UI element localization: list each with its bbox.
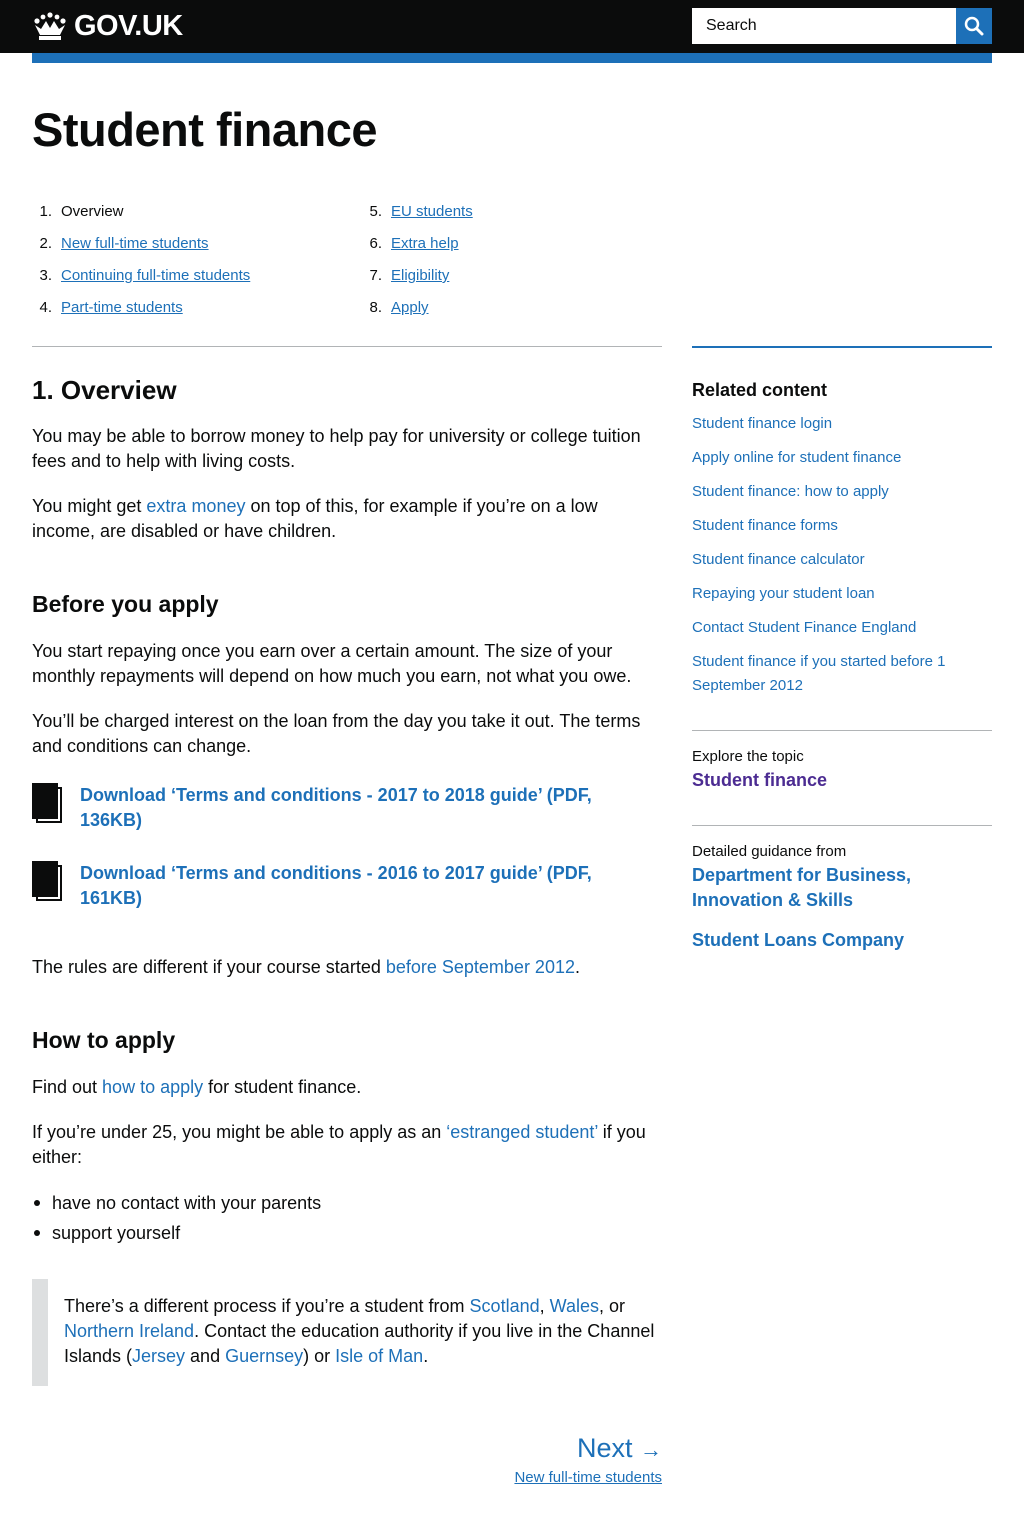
divider (692, 825, 992, 826)
contents-link[interactable]: Eligibility (391, 267, 450, 284)
contents-item-continuing-full-time: 3. Continuing full-time students (32, 264, 250, 296)
paragraph: The rules are different if your course started before September 2012. (32, 957, 580, 977)
contents-label: Overview (61, 203, 124, 220)
contents-item-new-full-time: 2. New full-time students (32, 232, 250, 264)
divider (692, 730, 992, 731)
attachment (32, 783, 662, 833)
logo-text: GOV.UK (74, 9, 183, 42)
arrow-right-icon: → (640, 1437, 662, 1462)
subheading-before-you-apply: Before you apply (32, 591, 219, 617)
contents-link[interactable]: EU students (391, 203, 473, 220)
related-link[interactable]: Student finance: how to apply (692, 483, 889, 500)
site-header (0, 0, 1024, 53)
related-content-heading: Related content (692, 380, 828, 400)
list-item (692, 446, 992, 470)
list-item (692, 548, 992, 572)
attachment-link[interactable]: Download ‘Terms and conditions - 2016 to 2017 guide’ (PDF, 161KB) (80, 863, 592, 908)
contents-link[interactable]: Extra help (391, 235, 459, 252)
list-item (692, 480, 992, 504)
document-icon (32, 861, 68, 901)
contents-link[interactable]: Continuing full-time students (61, 267, 251, 284)
jersey-link[interactable]: Jersey (132, 1346, 186, 1366)
scotland-link[interactable]: Scotland (469, 1296, 540, 1316)
related-link[interactable]: Student finance if you started before 1 September 2012 (692, 653, 946, 694)
contents-link[interactable]: Part-time students (61, 299, 183, 316)
list-item (692, 514, 992, 538)
main-divider (32, 346, 662, 347)
estranged-student-link[interactable]: ‘estranged student’ (446, 1122, 598, 1142)
section-heading: 1. Overview (32, 375, 177, 405)
list-item: have no contact with your parents (32, 1188, 321, 1218)
next-page-navigation (400, 1430, 662, 1488)
contents-item-part-time: 4. Part-time students (32, 296, 250, 328)
contents-link[interactable]: Apply (391, 299, 429, 316)
paragraph: You might get extra money on top of this, for example if you’re on a low income, are disabled or have children. (32, 496, 598, 541)
related-link[interactable]: Student finance login (692, 415, 833, 432)
attachment (32, 861, 662, 911)
wales-link[interactable]: Wales (549, 1296, 599, 1316)
list-item (692, 582, 992, 606)
document-icon (32, 783, 68, 823)
before-september-2012-link[interactable]: before September 2012 (385, 957, 575, 977)
contents-item-overview: 1. Overview (32, 200, 250, 232)
list-item (692, 412, 992, 436)
contents-item-eligibility: 7. Eligibility (362, 264, 473, 296)
guidance-label: Detailed guidance from (692, 843, 847, 860)
paragraph: You may be able to borrow money to help pay for university or college tuition fees and to help with living costs. (32, 426, 641, 471)
related-link[interactable]: Student finance forms (692, 517, 838, 534)
header-accent-bar (32, 53, 992, 63)
contents-item-extra-help: 6. Extra help (362, 232, 473, 264)
sidebar-divider (692, 346, 992, 348)
search-icon (964, 16, 984, 36)
paragraph: If you’re under 25, you might be able to apply as an ‘estranged student’ if you either: (32, 1122, 646, 1167)
search-input[interactable] (692, 8, 956, 44)
contents-item-eu-students: 5. EU students (362, 200, 473, 232)
how-to-apply-link[interactable]: how to apply (102, 1077, 204, 1097)
subheading-how-to-apply: How to apply (32, 1027, 176, 1053)
isle-of-man-link[interactable]: Isle of Man (335, 1346, 424, 1366)
paragraph: You’ll be charged interest on the loan from the day you take it out. The terms and conditions can change. (32, 711, 641, 756)
paragraph: Find out how to apply for student finance. (32, 1077, 362, 1097)
list-item: support yourself (32, 1218, 321, 1248)
related-links-list (692, 412, 992, 708)
page-title: Student finance (32, 103, 378, 156)
next-page-title-link[interactable]: New full-time students (514, 1469, 662, 1486)
explore-topic-label: Explore the topic (692, 748, 804, 765)
next-link[interactable]: Next → (576, 1433, 662, 1463)
organisation-link[interactable]: Department for Business, Innovation & Skills (692, 865, 912, 910)
attachment-link[interactable]: Download ‘Terms and conditions - 2017 to 2018 guide’ (PDF, 136KB) (80, 785, 592, 830)
explore-topic-link[interactable]: Student finance (692, 770, 828, 790)
search-button[interactable] (956, 8, 992, 44)
bullet-list (32, 1188, 321, 1248)
related-link[interactable]: Repaying your student loan (692, 585, 875, 602)
inset-text: There’s a different process if you’re a student from Scotland, Wales, or Northern Ireland. Contact the education authority if you live in the Channel Islands (Jersey and Guernsey) or Isle of Man. (32, 1279, 662, 1386)
list-item (692, 650, 992, 698)
list-item (692, 616, 992, 640)
extra-money-link[interactable]: extra money (146, 496, 246, 516)
related-link[interactable]: Student finance calculator (692, 551, 865, 568)
organisation-link[interactable]: Student Loans Company (692, 930, 905, 950)
northern-ireland-link[interactable]: Northern Ireland (64, 1321, 195, 1341)
contents-list (32, 200, 672, 320)
search-form (692, 8, 992, 44)
contents-link[interactable]: New full-time students (61, 235, 209, 252)
related-link[interactable]: Apply online for student finance (692, 449, 902, 466)
guernsey-link[interactable]: Guernsey (225, 1346, 304, 1366)
related-link[interactable]: Contact Student Finance England (692, 619, 917, 636)
crown-icon (32, 11, 68, 41)
govuk-logo[interactable] (32, 10, 183, 42)
contents-item-apply: 8. Apply (362, 296, 473, 328)
paragraph: You start repaying once you earn over a certain amount. The size of your monthly repayments will depend on how much you earn, not what you owe. (32, 641, 632, 686)
